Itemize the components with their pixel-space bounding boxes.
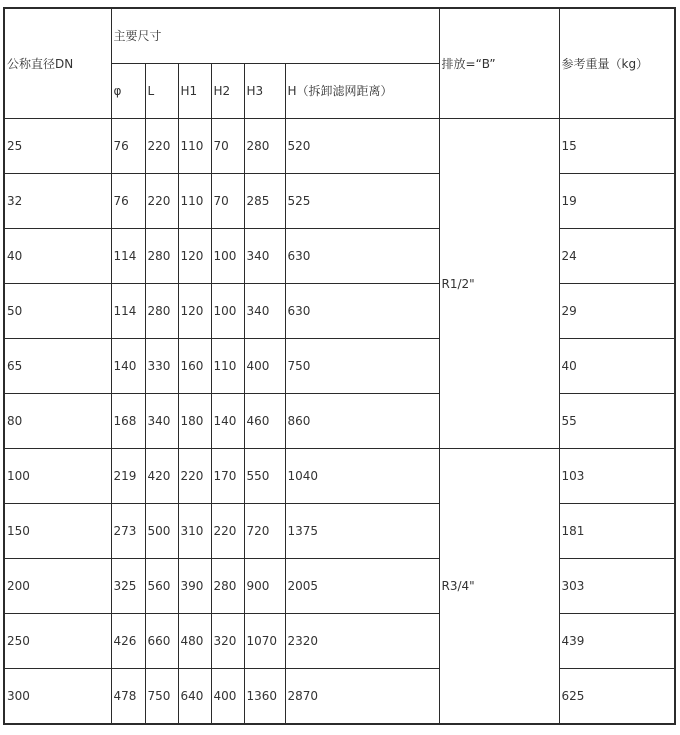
cell-dn: 65: [4, 339, 111, 394]
header-drain: 排放=“B”: [439, 8, 559, 119]
table-row: [4, 339, 675, 394]
table-row: [4, 174, 675, 229]
cell-l: 280: [145, 229, 178, 284]
cell-phi: 114: [111, 284, 145, 339]
cell-h3: 720: [244, 504, 285, 559]
cell-h1: 160: [178, 339, 211, 394]
cell-phi: 76: [111, 174, 145, 229]
cell-h3: 400: [244, 339, 285, 394]
cell-phi: 114: [111, 229, 145, 284]
cell-h1: 640: [178, 669, 211, 725]
cell-h: 2870: [285, 669, 439, 725]
cell-phi: 325: [111, 559, 145, 614]
cell-h3: 280: [244, 119, 285, 174]
cell-weight: 303: [559, 559, 675, 614]
table-row: [4, 119, 675, 174]
cell-h3: 1360: [244, 669, 285, 725]
cell-h3: 285: [244, 174, 285, 229]
cell-h1: 120: [178, 229, 211, 284]
table-row: [4, 559, 675, 614]
cell-h1: 310: [178, 504, 211, 559]
cell-l: 220: [145, 119, 178, 174]
cell-l: 340: [145, 394, 178, 449]
cell-phi: 140: [111, 339, 145, 394]
cell-h: 630: [285, 229, 439, 284]
cell-h3: 1070: [244, 614, 285, 669]
cell-l: 420: [145, 449, 178, 504]
table-row: [4, 669, 675, 725]
cell-weight: 15: [559, 119, 675, 174]
cell-h: 520: [285, 119, 439, 174]
cell-dn: 50: [4, 284, 111, 339]
cell-dn: 250: [4, 614, 111, 669]
cell-h1: 220: [178, 449, 211, 504]
header-main-dimensions: 主要尺寸: [111, 8, 439, 64]
cell-h3: 460: [244, 394, 285, 449]
cell-h: 860: [285, 394, 439, 449]
header-h: H（拆卸滤网距离）: [285, 64, 439, 119]
header-l: L: [145, 64, 178, 119]
cell-h3: 340: [244, 284, 285, 339]
cell-dn: 40: [4, 229, 111, 284]
cell-l: 560: [145, 559, 178, 614]
cell-weight: 29: [559, 284, 675, 339]
cell-l: 280: [145, 284, 178, 339]
cell-h2: 220: [211, 504, 244, 559]
table-row: [4, 614, 675, 669]
header-h2: H2: [211, 64, 244, 119]
cell-h1: 480: [178, 614, 211, 669]
cell-h1: 180: [178, 394, 211, 449]
cell-weight: 55: [559, 394, 675, 449]
cell-weight: 625: [559, 669, 675, 725]
cell-dn: 32: [4, 174, 111, 229]
cell-h: 750: [285, 339, 439, 394]
cell-h: 525: [285, 174, 439, 229]
cell-dn: 200: [4, 559, 111, 614]
cell-phi: 219: [111, 449, 145, 504]
table-row: [4, 449, 675, 504]
table-row: [4, 394, 675, 449]
cell-phi: 168: [111, 394, 145, 449]
header-phi: φ: [111, 64, 145, 119]
cell-weight: 181: [559, 504, 675, 559]
cell-dn: 25: [4, 119, 111, 174]
cell-h3: 340: [244, 229, 285, 284]
cell-h2: 100: [211, 284, 244, 339]
cell-l: 220: [145, 174, 178, 229]
cell-h2: 140: [211, 394, 244, 449]
cell-h3: 900: [244, 559, 285, 614]
cell-h: 630: [285, 284, 439, 339]
cell-h1: 120: [178, 284, 211, 339]
cell-dn: 150: [4, 504, 111, 559]
table-row: [4, 504, 675, 559]
cell-h: 1040: [285, 449, 439, 504]
cell-h2: 400: [211, 669, 244, 725]
cell-drain: R3/4": [439, 449, 559, 725]
cell-h2: 110: [211, 339, 244, 394]
cell-weight: 439: [559, 614, 675, 669]
cell-h2: 280: [211, 559, 244, 614]
cell-h2: 320: [211, 614, 244, 669]
spec-table: [3, 7, 676, 725]
cell-h2: 100: [211, 229, 244, 284]
header-weight: 参考重量（kg）: [559, 8, 675, 119]
cell-h: 2005: [285, 559, 439, 614]
cell-l: 330: [145, 339, 178, 394]
header-dn: 公称直径DN: [4, 8, 111, 119]
cell-phi: 426: [111, 614, 145, 669]
cell-h1: 390: [178, 559, 211, 614]
cell-h: 2320: [285, 614, 439, 669]
cell-h2: 70: [211, 119, 244, 174]
cell-weight: 40: [559, 339, 675, 394]
table-row: [4, 229, 675, 284]
cell-h2: 70: [211, 174, 244, 229]
header-row-1: [4, 8, 675, 64]
table-body: [4, 119, 675, 725]
cell-weight: 24: [559, 229, 675, 284]
cell-drain: R1/2": [439, 119, 559, 449]
cell-h2: 170: [211, 449, 244, 504]
cell-l: 750: [145, 669, 178, 725]
cell-h1: 110: [178, 174, 211, 229]
cell-l: 660: [145, 614, 178, 669]
cell-weight: 103: [559, 449, 675, 504]
cell-h3: 550: [244, 449, 285, 504]
cell-phi: 478: [111, 669, 145, 725]
header-h1: H1: [178, 64, 211, 119]
cell-dn: 300: [4, 669, 111, 725]
table-row: [4, 284, 675, 339]
cell-phi: 273: [111, 504, 145, 559]
header-h3: H3: [244, 64, 285, 119]
cell-dn: 80: [4, 394, 111, 449]
cell-l: 500: [145, 504, 178, 559]
cell-dn: 100: [4, 449, 111, 504]
cell-h: 1375: [285, 504, 439, 559]
cell-weight: 19: [559, 174, 675, 229]
cell-phi: 76: [111, 119, 145, 174]
cell-h1: 110: [178, 119, 211, 174]
